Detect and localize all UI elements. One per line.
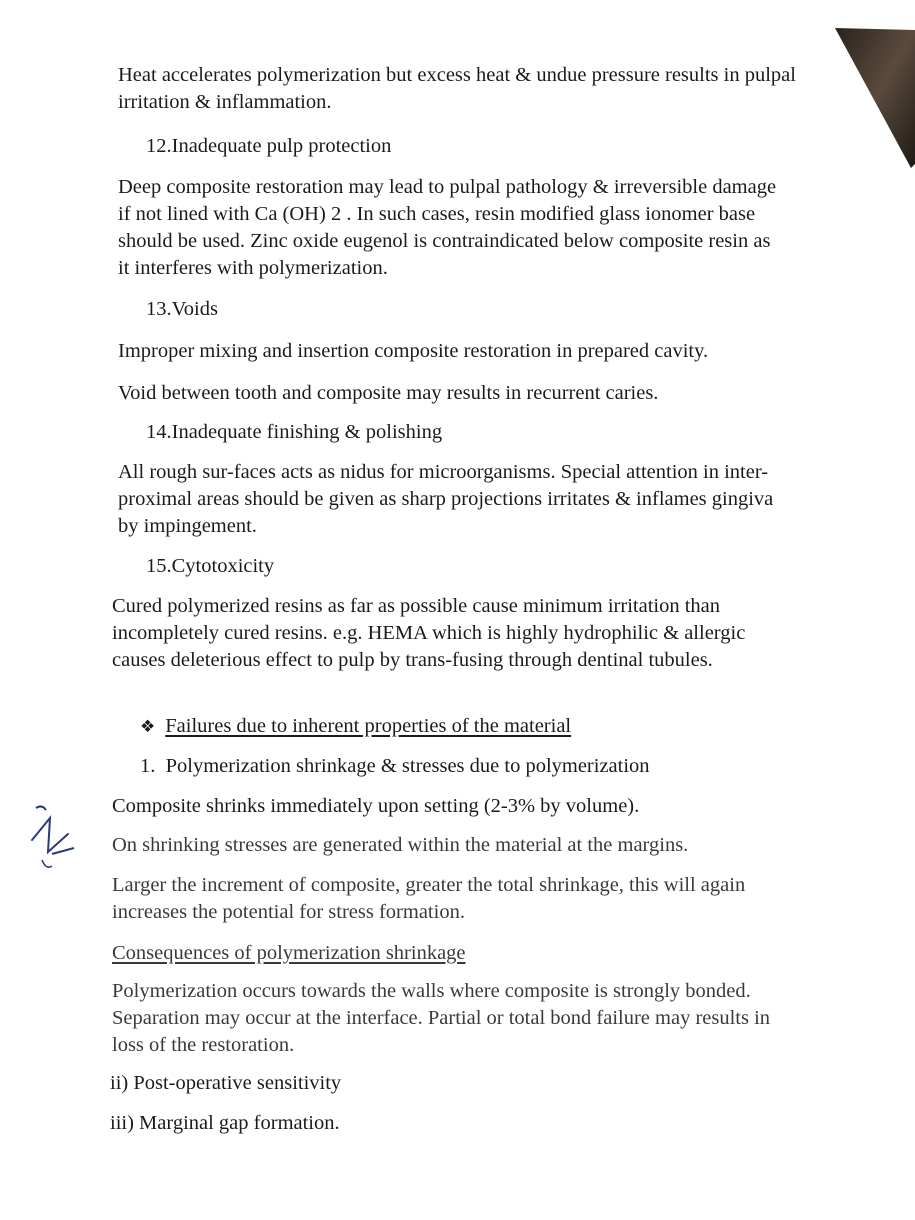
heading-13: 13.Voids: [146, 298, 218, 320]
paragraph-polymerization-walls: Polymerization occurs towards the walls where composite is strongly bonded. Separation may occur at the interface. Partial or total bond failure may results in loss of the restoration.: [112, 980, 771, 1056]
paragraph-mixing: Improper mixing and insertion composite restoration in prepared cavity.: [118, 340, 709, 362]
page-corner-shadow: [835, 28, 915, 168]
heading-12: 12.Inadequate pulp protection: [146, 135, 392, 157]
item-text: Polymerization shrinkage & stresses due to polymerization: [165, 755, 650, 777]
list-item-sensitivity: ii) Post-operative sensitivity: [110, 1072, 342, 1094]
paragraph-void: Void between tooth and composite may results in recurrent caries.: [118, 382, 659, 404]
heading-14: 14.Inadequate finishing & polishing: [146, 421, 443, 443]
paragraph-heat: Heat accelerates polymerization but excess heat & undue pressure results in pulpal irritation & inflammation.: [118, 64, 796, 113]
handwritten-margin-mark: [22, 800, 92, 880]
paragraph-increment: Larger the increment of composite, greater the total shrinkage, this will again increases the potential for stress formation.: [112, 874, 746, 923]
paragraph-pulp-protection: Deep composite restoration may lead to pulpal pathology & irreversible damage if not lined with Ca (OH) 2 . In such cases, resin modified glass ionomer base should be used. Zinc oxide eugenol is contraindicated below composite resin as it interferes with polymerization.: [118, 176, 777, 279]
list-item-marginal-gap: iii) Marginal gap formation.: [110, 1112, 340, 1134]
consequences-heading: [112, 940, 466, 967]
bullet-heading: Failures due to inherent properties of the material: [165, 715, 572, 737]
item-number: 1.: [140, 755, 156, 777]
heading-15: 15.Cytotoxicity: [146, 555, 275, 577]
consequences-heading-text: Consequences of polymerization shrinkage: [112, 942, 466, 964]
paragraph-shrinking-stresses: On shrinking stresses are generated within the material at the margins.: [112, 834, 689, 856]
paragraph-shrinks: Composite shrinks immediately upon setting (2-3% by volume).: [112, 795, 640, 817]
paragraph-cytotoxicity: Cured polymerized resins as far as possible cause minimum irritation than incompletely cured resins. e.g. HEMA which is highly hydrophilic & allergic causes deleterious effect to pulp by trans-fusing through dentinal tubules.: [112, 595, 746, 671]
numbered-item-1: [140, 753, 650, 780]
paragraph-rough-surfaces: All rough sur-faces acts as nidus for microorganisms. Special attention in inter-proximal areas should be given as sharp projections irritates & inflames gingiva by impingement.: [118, 461, 774, 537]
bullet-heading-row: [140, 713, 571, 741]
diamond-bullet-icon: ❖: [140, 717, 156, 737]
